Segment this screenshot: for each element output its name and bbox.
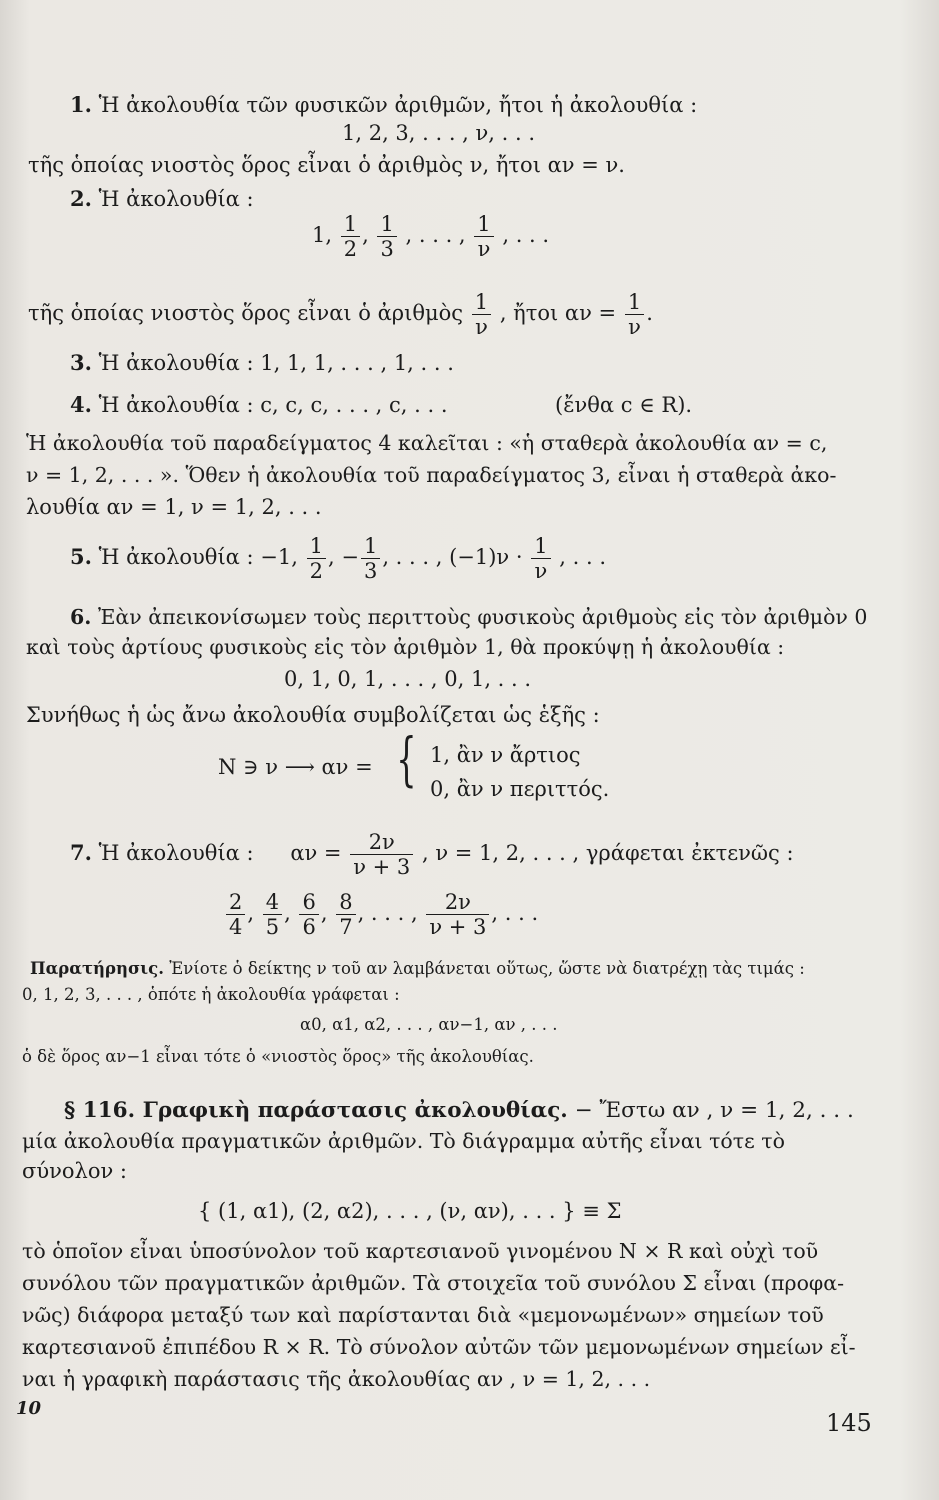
item-2-after: τῆς ὁποίας νιοστὸς ὅρος εἶναι ὁ ἀριθμὸς $\frac{1}{\nu}$ , ἤτοι αν = $\frac{1}{\nu}$ . xyxy=(28,290,653,339)
fraction: $\frac{2}{4}$ xyxy=(226,890,245,939)
item-6-case-2: 0, ἂν ν περιττός. xyxy=(430,777,610,801)
item-5: 5. Ἡ ἀκολουθία : −1, $\frac{1}{2}$ , − $\frac{1}{3}$ , . . . , (−1)ν · $\frac{1}{\nu}$ , . . . xyxy=(70,534,607,583)
fraction: $\frac{2\nu}{\nu + 3}$ xyxy=(426,890,489,939)
item-1: 1. Ἡ ἀκολουθία τῶν φυσικῶν ἀριθμῶν, ἤτοι ἡ ἀκολουθία : xyxy=(70,92,698,117)
section-line-7: καρτεσιανοῦ ἐπιπέδου R × R. Τὸ σύνολον αὐτῶν τῶν μεμονωμένων σημείων εἶ- xyxy=(22,1335,856,1359)
section-116-line-1: § 116. Γραφικὴ παράστασις ἀκολουθίας. − Ἔστω αν , ν = 1, 2, . . . xyxy=(64,1098,854,1123)
signature-mark: 10 xyxy=(16,1398,42,1419)
fraction: $\frac{1}{3}$ xyxy=(361,534,380,583)
fraction: $\frac{1}{\nu}$ xyxy=(625,290,644,339)
remark-line-2: 0, 1, 2, 3, . . . , ὁπότε ἡ ἀκολουθία γράφεται : xyxy=(22,985,400,1004)
item-4: 4. Ἡ ἀκολουθία : c, c, c, . . . , c, . . . xyxy=(70,392,448,417)
item-6-line-1: 6. Ἐὰν ἀπεικονίσωμεν τοὺς περιττοὺς φυσικοὺς ἀριθμοὺς εἰς τὸν ἀριθμὸν 0 xyxy=(70,605,868,629)
section-line-5: συνόλου τῶν πραγματικῶν ἀριθμῶν. Τὰ στοιχεῖα τοῦ συνόλου Σ εἶναι (προφα- xyxy=(22,1271,845,1295)
remark-line-1: Παρατήρησις. Ἐνίοτε ὁ δείκτης ν τοῦ αν λαμβάνεται οὕτως, ὥστε νὰ διατρέχῃ τὰς τιμάς : xyxy=(30,959,805,978)
section-line-4: τὸ ὁποῖον εἶναι ὑποσύνολον τοῦ καρτεσιανοῦ γινομένου N × R καὶ οὐχὶ τοῦ xyxy=(22,1239,819,1263)
section-line-2: μία ἀκολουθία πραγματικῶν ἀριθμῶν. Τὸ διάγραμμα αὐτῆς εἶναι τότε τὸ xyxy=(22,1129,785,1153)
fraction: $\frac{2\nu}{\nu + 3}$ xyxy=(350,830,413,879)
item-6-case-1: 1, ἂν ν ἄρτιος xyxy=(430,743,581,767)
fraction: $\frac{1}{2}$ xyxy=(341,212,360,261)
item-1-sequence: 1, 2, 3, . . . , ν, . . . xyxy=(342,121,536,145)
remark-sequence: α0, α1, α2, . . . , αν−1, αν , . . . xyxy=(300,1015,558,1034)
item-2-sequence: 1, $\frac{1}{2}$ , $\frac{1}{3}$ , . . . , $\frac{1}{\nu}$ , . . . xyxy=(312,212,550,261)
fraction: $\frac{1}{3}$ xyxy=(377,212,396,261)
section-line-6: νῶς) διάφορα μεταξύ των καὶ παρίστανται διὰ «μεμονωμένων» σημείων τοῦ xyxy=(22,1303,824,1327)
item-4-note: (ἔνθα c ∈ R). xyxy=(555,393,693,417)
fraction: $\frac{1}{2}$ xyxy=(307,534,326,583)
remark-line-3: ὁ δὲ ὅρος αν−1 εἶναι τότε ὁ «νιοστὸς ὅρος» τῆς ἀκολουθίας. xyxy=(22,1047,534,1066)
item-4-line-3: λουθία αν = 1, ν = 1, 2, . . . xyxy=(26,495,322,519)
fraction: $\frac{8}{7}$ xyxy=(336,890,355,939)
section-line-8: ναι ἡ γραφικὴ παράστασις τῆς ἀκολουθίας αν , ν = 1, 2, . . . xyxy=(22,1367,651,1391)
fraction: $\frac{4}{5}$ xyxy=(263,890,282,939)
page-number: 145 xyxy=(826,1409,872,1437)
section-set: { (1, α1), (2, α2), . . . , (ν, αν), . . . } ≡ Σ xyxy=(198,1199,622,1223)
item-7-expansion: $\frac{2}{4}$ , $\frac{4}{5}$ , $\frac{6}{6}$ , $\frac{8}{7}$ , . . . , $\frac{2\nu}{\nu + 3}$ , . . . xyxy=(224,890,538,939)
item-6-line-3: Συνήθως ἡ ὡς ἄνω ἀκολουθία συμβολίζεται ὡς ἑξῆς : xyxy=(26,703,600,727)
item-6-map: N ∋ ν ⟶ αν = xyxy=(218,755,373,779)
item-6-line-2: καὶ τοὺς ἀρτίους φυσικοὺς εἰς τὸν ἀριθμὸν 1, θὰ προκύψῃ ἡ ἀκολουθία : xyxy=(26,635,785,659)
item-7: 7. Ἡ ἀκολουθία : αν = $\frac{2\nu}{\nu + 3}$ , ν = 1, 2, . . . , γράφεται ἐκτενῶς : xyxy=(70,830,794,879)
item-4-line-1: Ἡ ἀκολουθία τοῦ παραδείγματος 4 καλεῖται : «ἡ σταθερὰ ἀκολουθία αν = c, xyxy=(26,431,828,455)
fraction: $\frac{6}{6}$ xyxy=(299,890,318,939)
item-4-line-2: ν = 1, 2, . . . ». Ὅθεν ἡ ἀκολουθία τοῦ παραδείγματος 3, εἶναι ἡ σταθερὰ ἀκο- xyxy=(26,463,837,487)
item-1-after: τῆς ὁποίας νιοστὸς ὅρος εἶναι ὁ ἀριθμὸς ν, ἤτοι αν = ν. xyxy=(28,153,625,177)
section-line-3: σύνολον : xyxy=(22,1159,127,1183)
fraction: $\frac{1}{\nu}$ xyxy=(472,290,491,339)
item-3: 3. Ἡ ἀκολουθία : 1, 1, 1, . . . , 1, . . . xyxy=(70,350,454,375)
fraction: $\frac{1}{\nu}$ xyxy=(531,534,550,583)
item-2: 2. Ἡ ἀκολουθία : xyxy=(70,186,254,211)
item-6-sequence: 0, 1, 0, 1, . . . , 0, 1, . . . xyxy=(284,667,532,691)
fraction: $\frac{1}{\nu}$ xyxy=(474,212,493,261)
section-title: § 116. Γραφικὴ παράστασις ἀκολουθίας. xyxy=(64,1098,568,1123)
left-brace: { xyxy=(396,725,417,793)
